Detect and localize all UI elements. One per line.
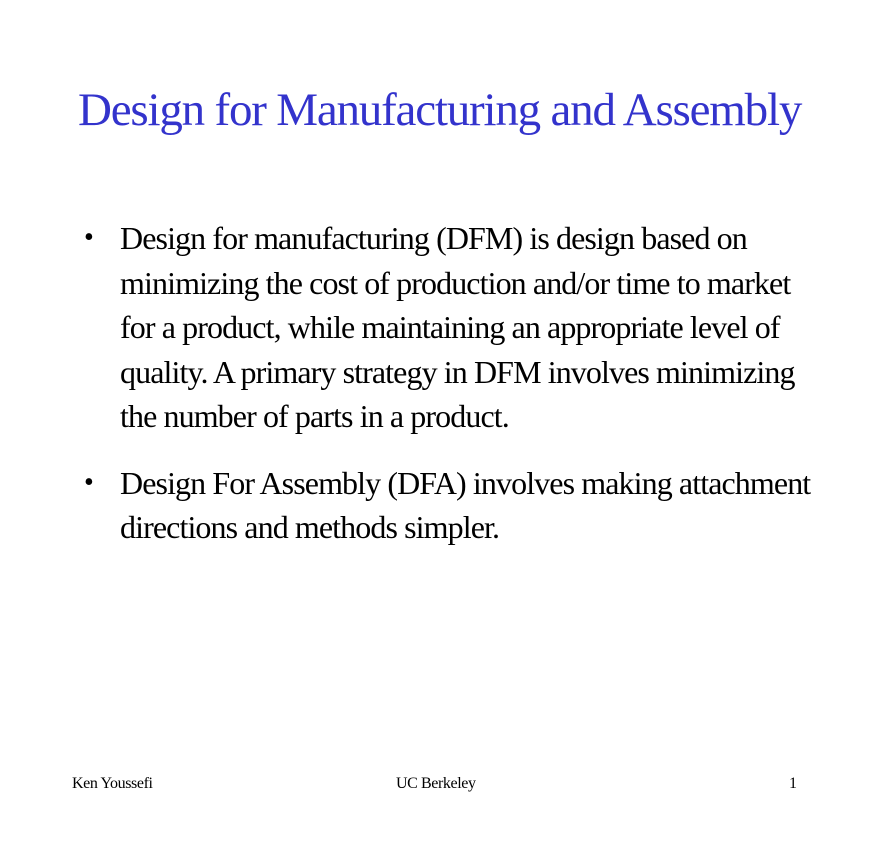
footer-institution: UC Berkeley bbox=[396, 775, 476, 792]
bullet-marker: • bbox=[84, 222, 93, 253]
footer-page-number: 1 bbox=[789, 775, 797, 792]
slide-title: Design for Manufacturing and Assembly bbox=[78, 84, 802, 136]
bullet-item bbox=[82, 216, 812, 439]
footer-author: Ken Youssefi bbox=[72, 775, 153, 792]
bullet-text-dfm: Design for manufacturing (DFM) is design based on minimizing the cost of production and/or time to market for a product, while maintaining an appropriate level of quality. A primary strategy in DFM involves minimizing the number of parts in a product. bbox=[120, 220, 795, 434]
bullet-text-dfa: Design For Assembly (DFA) involves making attachment directions and methods simpler. bbox=[120, 464, 811, 545]
bullet-item bbox=[82, 461, 812, 550]
bullet-marker: • bbox=[84, 466, 93, 498]
bullet-list bbox=[82, 216, 812, 550]
